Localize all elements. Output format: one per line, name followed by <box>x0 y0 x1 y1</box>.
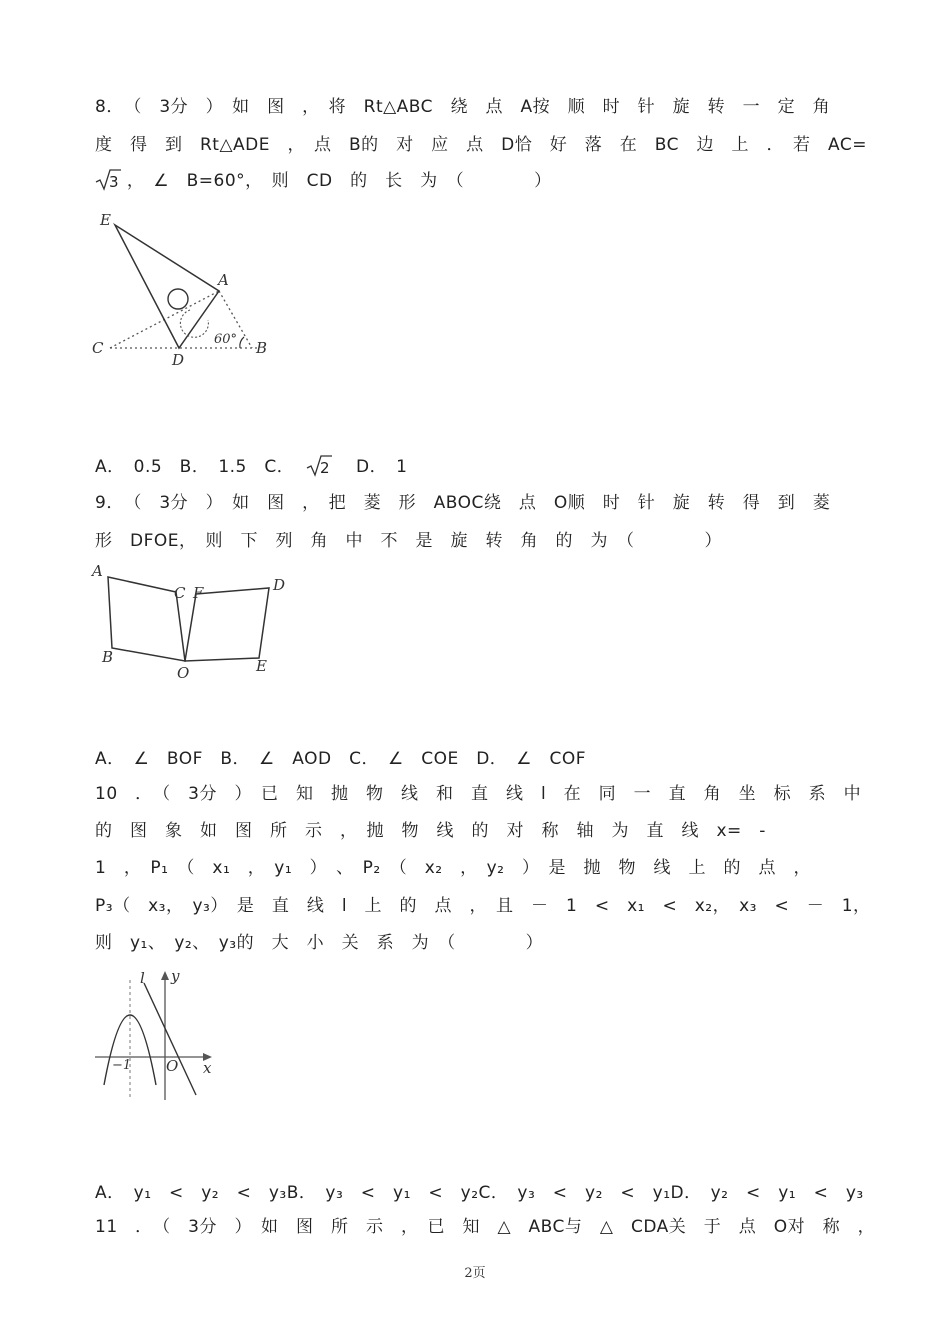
label-D: D <box>172 351 185 369</box>
label-B: B <box>102 648 114 666</box>
label-E: E <box>100 211 111 229</box>
q10-text-line5: 则 y₁、 y₂、 y₃的 大 小 关 系 为 （ ） <box>95 933 544 953</box>
q11-text-line1: 11 ． （ 3分 ） 如 图 所 示 ， 已 知 △ ABC与 △ CDA关 于 点 O对 称 ， <box>95 1217 876 1237</box>
label-x: x <box>203 1059 212 1077</box>
sqrt-symbol <box>95 168 121 192</box>
q9-text-line2: 形 DFOE， 则 下 列 角 中 不 是 旋 转 角 的 为 （ ） <box>95 531 722 551</box>
q9-text-line1: 9． （ 3分 ） 如 图 ， 把 菱 形 ABOC绕 点 O顺 时 针 旋 转 得 到 菱 <box>95 493 831 513</box>
label-A: A <box>92 562 103 580</box>
label-y: y <box>171 967 180 985</box>
q9-options: A． ∠ BOF B． ∠ AOD C． ∠ COE D． ∠ COF <box>95 749 587 769</box>
q8-text-line1: 8． （ 3分 ） 如 图 ， 将 Rt△ABC 绕 点 A按 顺 时 针 旋 转 一 定 角 <box>95 97 831 117</box>
label-D: D <box>273 576 286 594</box>
q9-figure <box>90 560 300 685</box>
sqrt-radicand-option-c: 2 <box>320 459 331 477</box>
q8-text-line2: 度 得 到 Rt△ADE ， 点 B的 对 应 点 D恰 好 落 在 BC 边 上 ． 若 AC= <box>95 135 867 155</box>
q10-figure <box>90 965 230 1105</box>
label-O: O <box>177 664 190 682</box>
label-O: O <box>166 1057 179 1075</box>
label-F: F <box>193 584 204 602</box>
q10-text-line3: 1 ， P₁ （ x₁ ， y₁ ） 、 P₂ （ x₂ ， y₂ ） 是 抛 物 线 上 的 点 ， <box>95 858 811 878</box>
label-B: B <box>256 339 268 357</box>
q8-options-a: A． 0.5 B． 1.5 C． <box>95 457 295 477</box>
label-angle-60: 60° <box>214 332 238 347</box>
sqrt-radicand: 3 <box>109 173 120 191</box>
q10-text-line1: 10 ． （ 3分 ） 已 知 抛 物 线 和 直 线 l 在 同 一 直 角 坐 标 系 中 <box>95 784 862 804</box>
page-number: 2页 <box>464 1266 486 1281</box>
q8-text-line3-rest: ， ∠ B=60°， 则 CD 的 长 为 （ ） <box>126 171 552 191</box>
q8-figure <box>90 205 290 375</box>
label-minus1: −1 <box>112 1058 132 1073</box>
label-C: C <box>92 339 104 357</box>
q8-text-line3 <box>95 166 552 192</box>
q8-options <box>95 452 407 478</box>
label-A: A <box>218 271 229 289</box>
label-E: E <box>256 657 267 675</box>
q10-text-line2: 的 图 象 如 图 所 示 ， 抛 物 线 的 对 称 轴 为 直 线 x= - <box>95 821 766 841</box>
q10-text-line4: P₃（ x₃， y₃） 是 直 线 l 上 的 点 ， 且 － 1 < x₁ < x₂， x₃ < － 1， <box>95 896 871 916</box>
q10-options: A． y₁ < y₂ < y₃B． y₃ < y₁ < y₂C． y₃ < y₂ < y₁D． y₂ < y₁ < y₃ <box>95 1183 864 1203</box>
label-C: C <box>174 584 186 602</box>
sqrt-symbol-option-c <box>306 454 332 478</box>
q8-options-d: D． 1 <box>356 457 408 477</box>
label-l: l <box>140 969 145 987</box>
